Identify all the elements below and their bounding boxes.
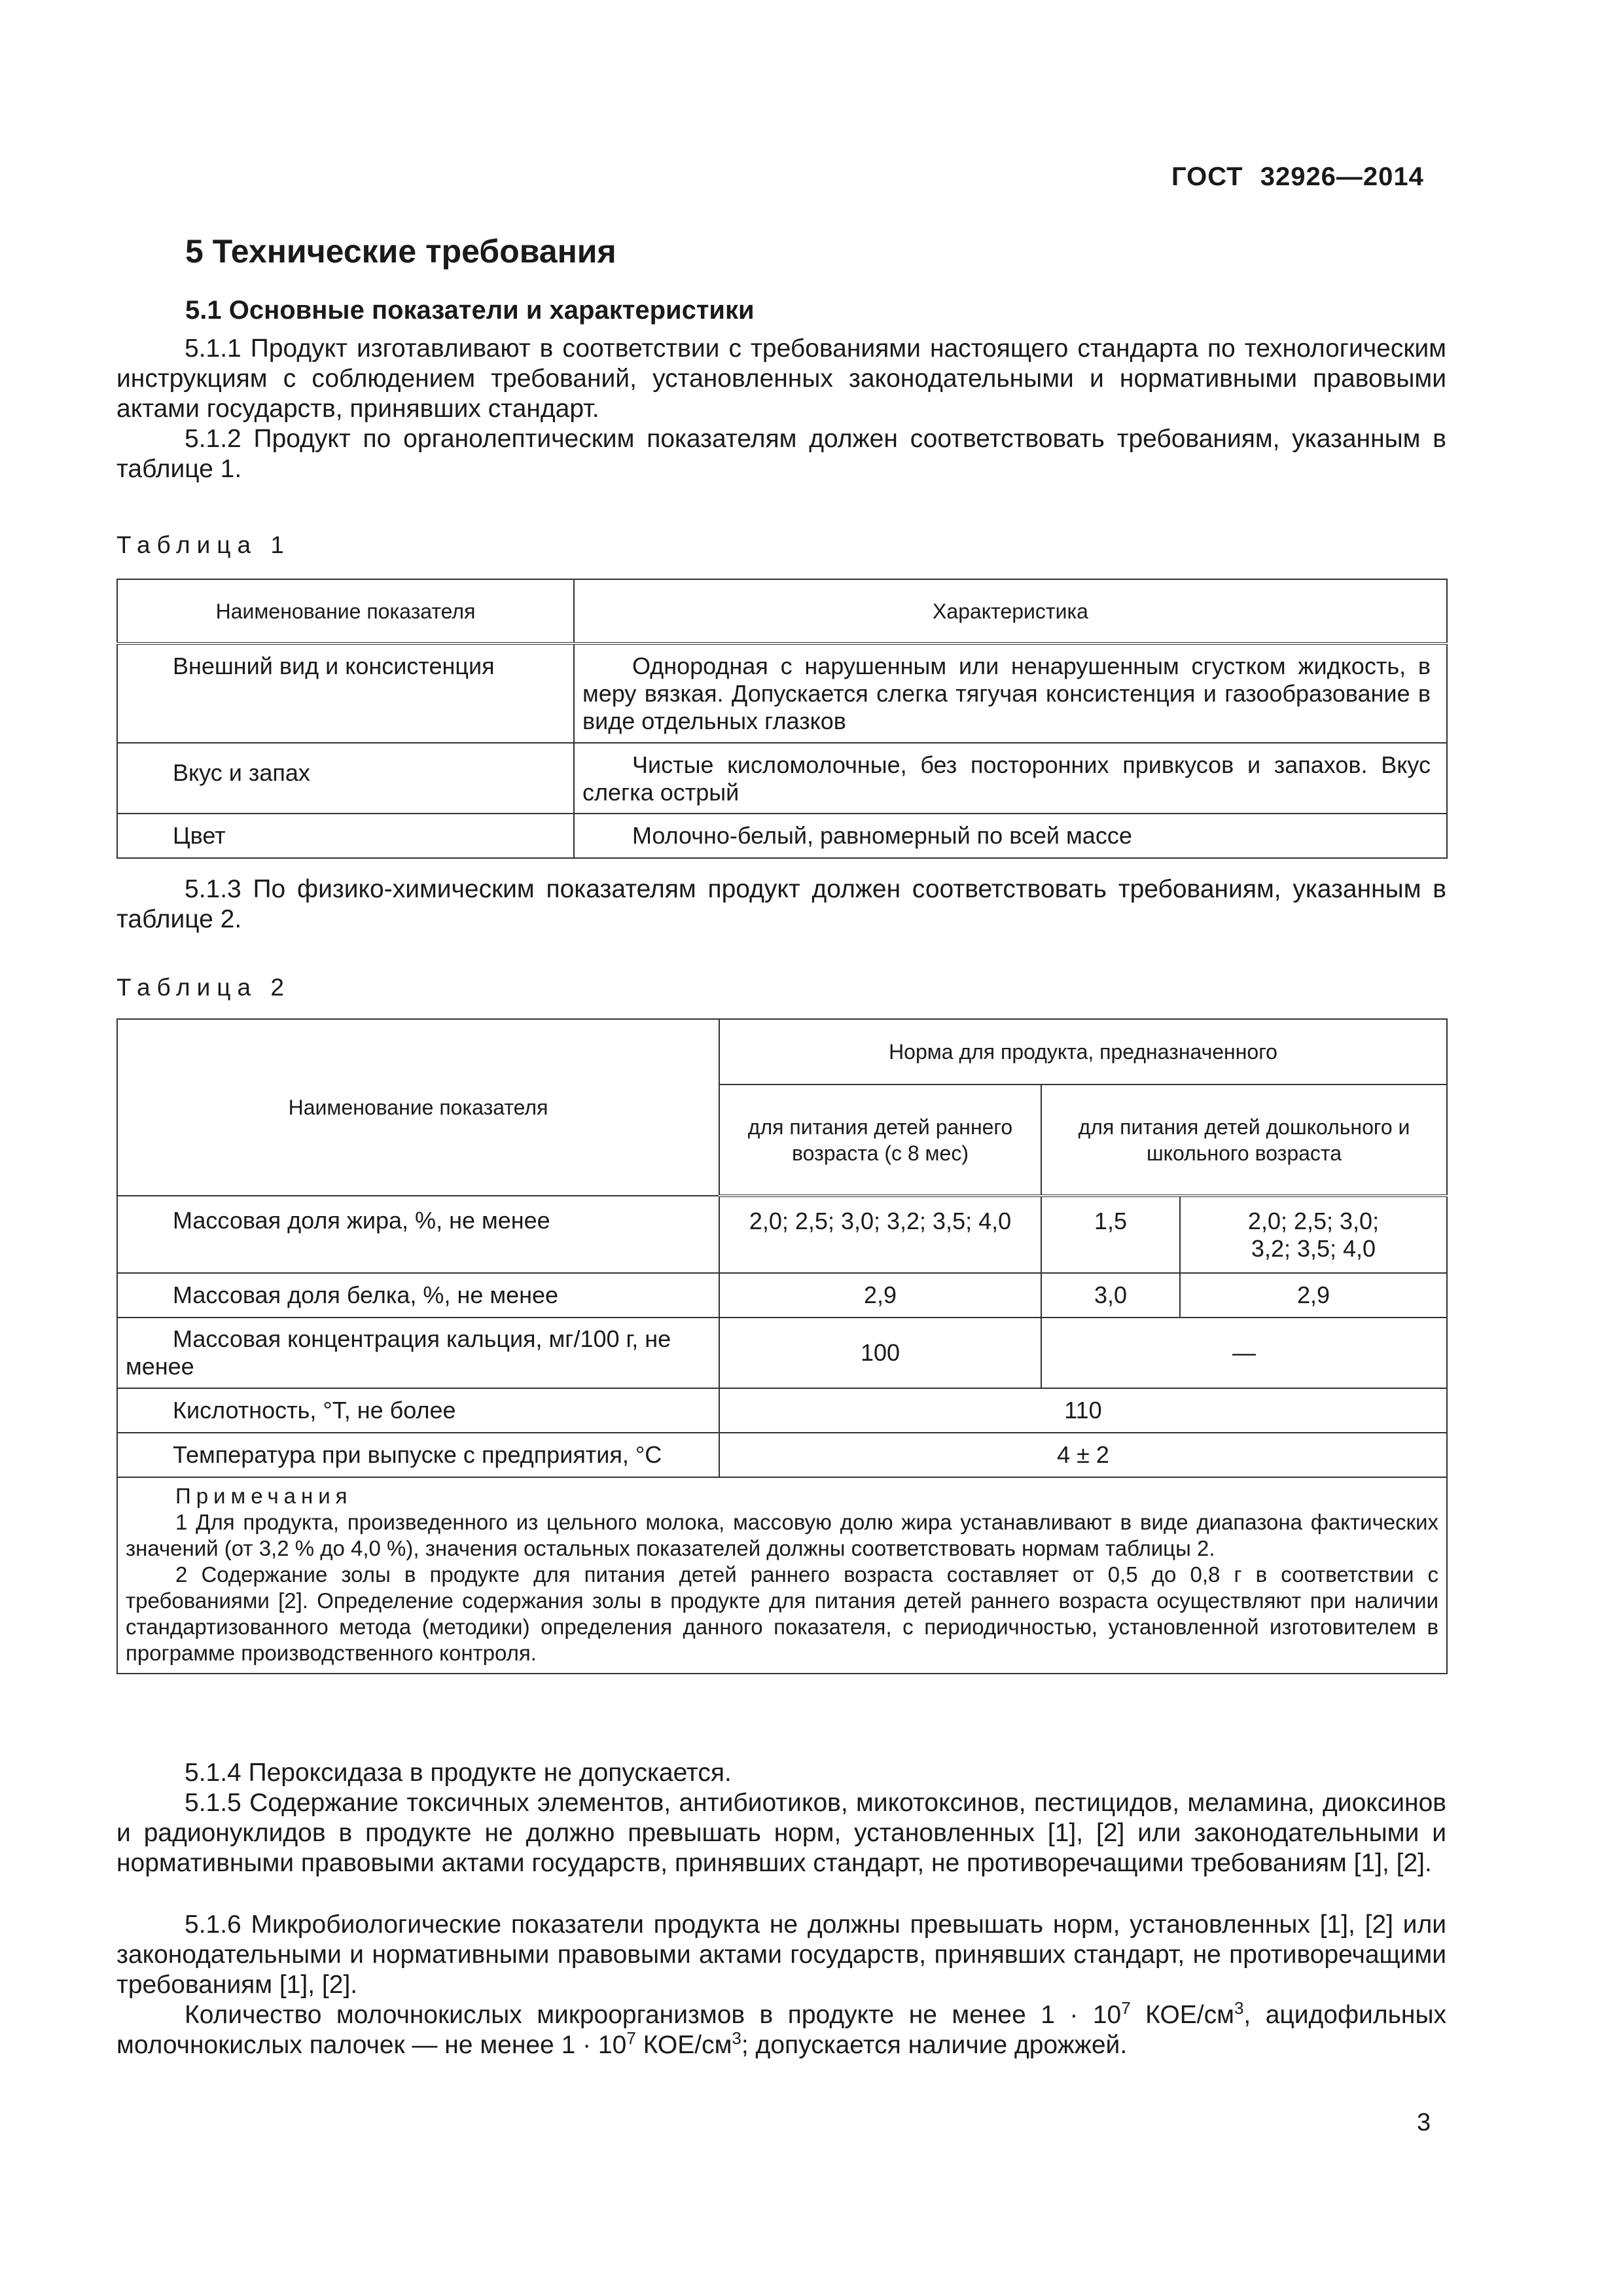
table-row	[117, 1273, 1447, 1318]
table-row	[117, 743, 1447, 814]
exponent: 3	[732, 2028, 741, 2048]
table2-cell-name: Массовая концентрация кальция, мг/100 г, не менее	[117, 1318, 719, 1388]
table-row	[117, 1388, 1447, 1433]
table2-cell-name: Температура при выпуске с предприятия, °С	[117, 1433, 719, 1477]
table-row	[117, 1433, 1447, 1477]
table1-caption: Таблица 1	[116, 531, 291, 558]
table-row	[117, 814, 1447, 858]
lactic-text-a: Количество молочнокислых микроорганизмов в продукте не менее 1 · 10	[185, 2001, 1122, 2029]
table2-header-name: Наименование показателя	[117, 1019, 719, 1196]
table-2	[116, 1018, 1448, 1674]
table1-cell-name: Вкус и запах	[117, 743, 574, 814]
table2-header-school-age: для питания детей дошкольного и школьного возраста	[1041, 1085, 1447, 1196]
note-1: 1 Для продукта, произведенного из цельного молока, массовую долю жира устанавливают в виде диапазона фактических значений (от 3,2 % до 4,0 %), значения остальных показателей должны соответствовать нормам таблицы 2.	[126, 1510, 1439, 1560]
table2-cell-name: Массовая доля жира, %, не менее	[117, 1196, 719, 1273]
paragraph-5-1-1: 5.1.1 Продукт изготавливают в соответствии с требованиями настоящего стандарта по технологическим инструкциям с соблюдением требований, установленных законодательными и нормативными правовыми актами государств, принявших стандарт.	[116, 334, 1446, 423]
table2-cell-school-a: 3,0	[1041, 1273, 1180, 1318]
table2-header-norm: Норма для продукта, предназначенного	[719, 1019, 1447, 1085]
exponent: 7	[1121, 1998, 1131, 2018]
standard-header: ГОСТ 32926—2014	[1171, 162, 1424, 191]
table1-cell-value: Чистые кисломолочные, без посторонних привкусов и запахов. Вкус слегка острый	[574, 743, 1447, 814]
table2-notes	[117, 1477, 1447, 1674]
table-row	[117, 643, 1447, 743]
table2-cell-school-b: 2,0; 2,5; 3,0; 3,2; 3,5; 4,0	[1180, 1196, 1447, 1273]
table1-cell-value: Молочно-белый, равномерный по всей массе	[574, 814, 1447, 858]
subsection-title: 5.1 Основные показатели и характеристики	[185, 296, 755, 325]
paragraph-5-1-6: 5.1.6 Микробиологические показатели продукта не должны превышать норм, установленных [1], [2] или законодательными и нормативными правовыми актами государств, принявших стандарт, не противоречащими требованиям [1], [2].	[116, 1910, 1446, 1999]
paragraph-lactic-bacteria	[116, 2000, 1446, 2060]
exponent: 3	[1234, 1998, 1244, 2018]
paragraph-5-1-4: 5.1.4 Пероксидаза в продукте не допускается.	[185, 1759, 732, 1787]
table1-cell-value: Однородная с нарушенным или ненарушенным сгустком жидкость, в меру вязкая. Допускается слегка тягучая консистенция и газообразование в виде отдельных глазков	[574, 643, 1447, 743]
table2-cell-early: 2,0; 2,5; 3,0; 3,2; 3,5; 4,0	[719, 1196, 1041, 1273]
paragraph-5-1-5: 5.1.5 Содержание токсичных элементов, антибиотиков, микотоксинов, пестицидов, меламина, диоксинов и радионуклидов в продукте не должно превышать норм, установленных [1], [2] или законодательными и нормативными правовыми актами государств, принявших стандарт, не противоречащими требованиям [1], [2].	[116, 1789, 1446, 1877]
exponent: 7	[626, 2028, 636, 2048]
table2-caption: Таблица 2	[116, 974, 291, 1001]
notes-title: Примечания	[175, 1484, 353, 1508]
table1-cell-name: Цвет	[117, 814, 574, 858]
paragraph-5-1-3: 5.1.3 По физико-химическим показателям продукт должен соответствовать требованиям, указанным в таблице 2.	[116, 875, 1446, 933]
table-row	[117, 1318, 1447, 1388]
page-number: 3	[1417, 2109, 1431, 2136]
lactic-text-e: ; допускается наличие дрожжей.	[741, 2031, 1128, 2059]
table2-cell-name: Кислотность, °Т, не более	[117, 1388, 719, 1433]
table1-header-characteristic: Характеристика	[574, 579, 1447, 643]
table1-cell-name: Внешний вид и консистенция	[117, 643, 574, 743]
table2-cell-school-a: 1,5	[1041, 1196, 1180, 1273]
paragraph-5-1-2: 5.1.2 Продукт по органолептическим показателям должен соответствовать требованиям, указанным в таблице 1.	[116, 425, 1446, 483]
lactic-text-b: КОЕ/см	[1130, 2001, 1234, 2029]
table2-cell-all: 4 ± 2	[719, 1433, 1447, 1477]
table1-header-name: Наименование показателя	[117, 579, 574, 643]
table-row	[117, 1196, 1447, 1273]
table2-cell-school: —	[1041, 1318, 1447, 1388]
section-title: 5 Технические требования	[185, 233, 616, 270]
table2-header-early-age: для питания детей раннего возраста (с 8 мес)	[719, 1085, 1041, 1196]
table2-cell-name: Массовая доля белка, %, не менее	[117, 1273, 719, 1318]
table2-cell-all: 110	[719, 1388, 1447, 1433]
lactic-text-d: КОЕ/см	[635, 2031, 732, 2059]
lactic-text-c: , ацидофильных молочнокислых палочек — не менее 1 · 10	[116, 2001, 1446, 2059]
table2-cell-school-b: 2,9	[1180, 1273, 1447, 1318]
note-2: 2 Содержание золы в продукте для питания детей раннего возраста составляет от 0,5 до 0,8 г в соответствии с требованиями [2]. Определение содержания золы в продукте для питания детей раннего возраста осуществляют при наличии стандартизованного метода (методики) определения данного показателя, с периодичностью, установленной изготовителем в программе производственного контроля.	[126, 1562, 1439, 1665]
table2-notes-row	[117, 1477, 1447, 1674]
table2-cell-early: 100	[719, 1318, 1041, 1388]
table2-cell-early: 2,9	[719, 1273, 1041, 1318]
table-1	[116, 579, 1448, 859]
